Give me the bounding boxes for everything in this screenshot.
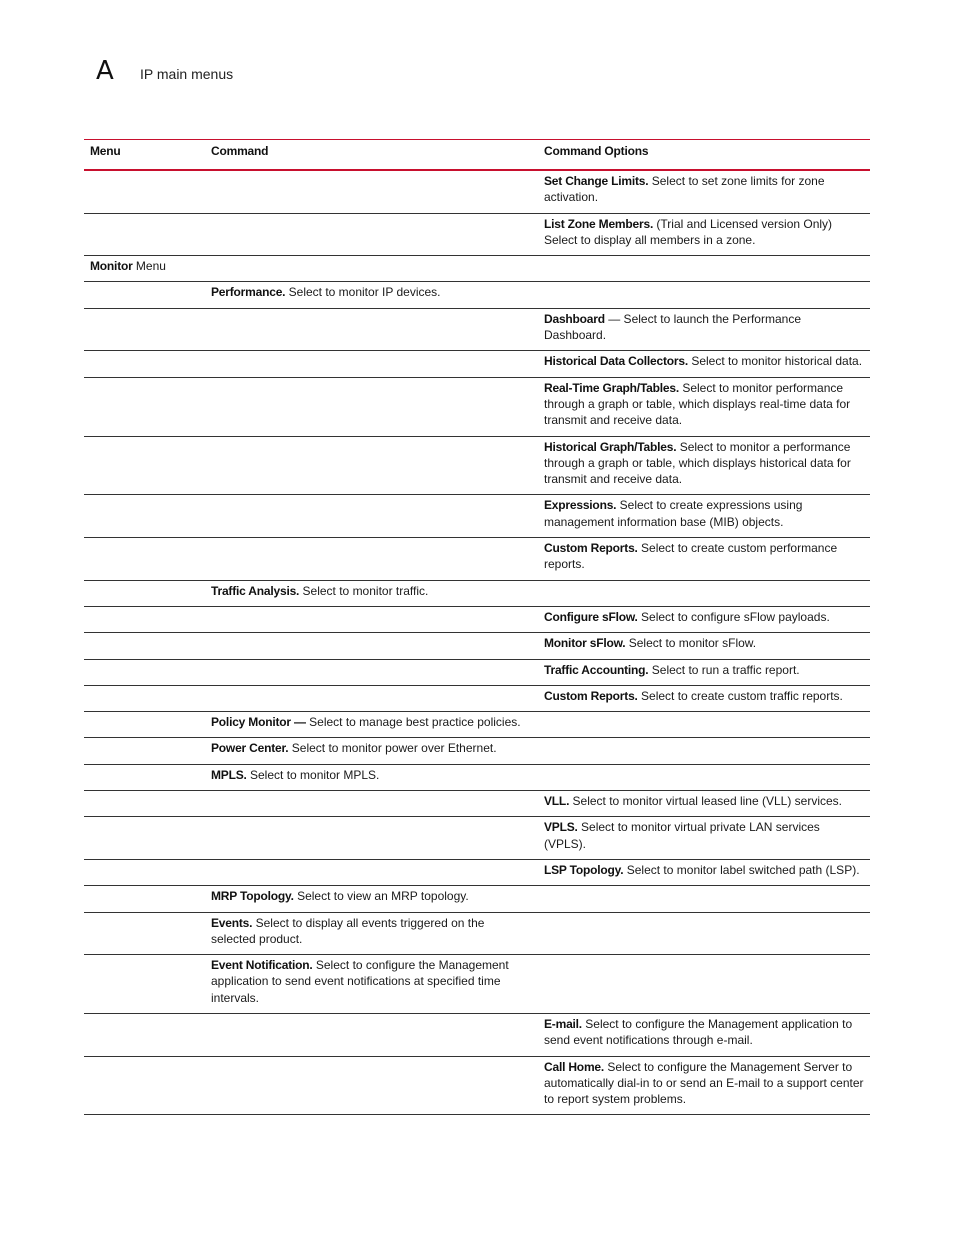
table-row [84,912,870,955]
option-cell [538,764,870,790]
table-row [84,633,870,659]
option-cell [538,817,870,860]
command-cell [205,1056,538,1115]
option-cell-text: Select to monitor historical data. [687,354,863,369]
header-row [84,140,870,171]
command-cell [205,256,538,282]
option-cell-term: Real-Time Graph/Tables. [544,380,679,395]
menu-cell [84,436,205,495]
table-row [84,213,870,256]
option-cell-term: Custom Reports. [544,541,638,556]
option-cell-term: VPLS. [544,820,578,835]
menu-cell [84,791,205,817]
table-row [84,308,870,351]
command-cell-term: Events. [211,915,253,930]
menu-cell [84,308,205,351]
table-row [84,1056,870,1115]
menu-cell [84,282,205,308]
option-cell-text: Select to configure sFlow payloads. [637,609,830,624]
menu-cell [84,738,205,764]
command-cell-text: Select to monitor IP devices. [285,285,441,300]
menu-cell [84,817,205,860]
option-cell-text: Select to monitor sFlow. [625,636,757,651]
command-cell-text: Select to configure the Management application to send event notifications at specified time intervals. [211,958,509,1005]
option-cell-text: — Select to launch the Performance Dashboard. [544,311,801,343]
option-cell [538,351,870,377]
command-cell-text: Select to view an MRP topology. [293,889,469,904]
table-row [84,886,870,912]
option-cell [538,495,870,538]
table-row [84,859,870,885]
option-cell-term: Set Change Limits. [544,174,649,188]
option-cell-text: Select to create custom performance reports. [544,541,838,572]
option-cell-text: Select to create custom traffic reports. [637,688,843,703]
command-cell [205,351,538,377]
option-cell [538,538,870,581]
table-row [84,1013,870,1056]
option-cell [538,955,870,1014]
command-cell-term: Event Notification. [211,958,313,973]
table-row [84,606,870,632]
option-cell [538,1056,870,1115]
option-cell-term: List Zone Members. [544,216,654,231]
table-row [84,436,870,495]
command-cell [205,606,538,632]
command-cell [205,213,538,256]
option-cell [538,308,870,351]
command-cell [205,712,538,738]
table-header [84,140,870,171]
option-cell [538,712,870,738]
option-cell [538,580,870,606]
option-cell [538,282,870,308]
command-cell-term: Traffic Analysis. [211,583,300,598]
table-row [84,170,870,213]
menu-cell [84,912,205,955]
menu-cell [84,659,205,685]
command-cell-text: Select to monitor power over Ethernet. [288,741,497,756]
menu-cell [84,712,205,738]
command-cell [205,659,538,685]
table-row [84,764,870,790]
section-title: IP main menus [140,66,234,82]
option-cell-term: Historical Data Collectors. [544,354,688,369]
option-cell-term: Call Home. [544,1059,605,1074]
option-cell [538,213,870,256]
option-cell [538,633,870,659]
option-cell [538,738,870,764]
menu-cell [84,1056,205,1115]
table-row [84,712,870,738]
menu-cell [84,351,205,377]
table-row [84,282,870,308]
command-cell [205,764,538,790]
option-cell-text: Select to monitor performance through a graph or table, which displays real-time data for transmit and receive data. [544,380,851,428]
option-cell-text: Select to monitor a performance through a graph or table, which displays historical data for transmit and receive data. [544,439,851,487]
option-cell-term: Monitor sFlow. [544,636,626,651]
command-cell [205,817,538,860]
option-cell [538,606,870,632]
option-cell [538,1013,870,1056]
chapter-letter: A [96,56,114,86]
column-header-menu: Menu [90,144,121,158]
table-row [84,817,870,860]
table-row [84,738,870,764]
menu-cell [84,580,205,606]
option-cell-text: Select to set zone limits for zone activation. [544,174,825,205]
option-cell-text: Select to monitor label switched path (LSP). [623,862,860,877]
menu-cell [84,213,205,256]
menu-cell [84,1013,205,1056]
command-cell [205,738,538,764]
option-cell [538,886,870,912]
command-cell [205,538,538,581]
command-cell-term: Power Center. [211,741,289,756]
option-cell-term: LSP Topology. [544,862,624,877]
command-cell-term: MPLS. [211,767,247,782]
menu-cell-term: Monitor [90,259,133,274]
command-cell-term: Performance. [211,285,286,300]
option-cell-text: (Trial and Licensed version Only) Select to display all members in a zone. [544,216,833,247]
option-cell [538,256,870,282]
command-cell [205,633,538,659]
menu-cell [84,170,205,213]
menu-cell [84,606,205,632]
table-row [84,377,870,436]
option-cell-term: Expressions. [544,498,617,513]
command-cell [205,791,538,817]
option-cell-text: Select to monitor virtual private LAN services (VPLS). [544,820,820,851]
option-cell [538,436,870,495]
menu-cell [84,685,205,711]
menu-cell [84,859,205,885]
menu-cell [84,377,205,436]
table-row [84,538,870,581]
table-row [84,256,870,282]
menu-cell-text: Menu [132,259,166,274]
command-cell-text: Select to display all events triggered on the selected product. [211,915,485,946]
table-row [84,659,870,685]
option-cell-term: Custom Reports. [544,688,638,703]
command-cell-text: Select to manage best practice policies. [305,715,521,730]
command-cell [205,436,538,495]
table-body [84,170,870,1115]
option-cell-term: Traffic Accounting. [544,662,649,677]
column-header-command-options: Command Options [544,144,649,158]
menu-cell [84,886,205,912]
command-cell [205,495,538,538]
command-cell [205,886,538,912]
menu-cell [84,256,205,282]
menu-table [84,139,870,1115]
option-cell-text: Select to create expressions using management information base (MIB) objects. [544,498,803,529]
command-cell-term: Policy Monitor — [211,715,306,730]
command-cell [205,955,538,1014]
option-cell-term: Configure sFlow. [544,609,638,624]
command-cell [205,859,538,885]
command-cell [205,377,538,436]
table-row [84,351,870,377]
option-cell-text: Select to configure the Management Server to automatically dial-in to or send an E-mail to a support center to report system problems. [544,1059,864,1107]
command-cell [205,685,538,711]
option-cell-text: Select to configure the Management application to send event notifications through e-mail. [544,1016,853,1048]
table-row [84,495,870,538]
option-cell-term: Dashboard [544,311,605,326]
option-cell [538,685,870,711]
menu-cell [84,495,205,538]
option-cell-text: Select to run a traffic report. [648,662,800,677]
command-cell [205,1013,538,1056]
menu-cell [84,538,205,581]
command-cell [205,170,538,213]
menu-cell [84,633,205,659]
option-cell [538,659,870,685]
menu-cell [84,764,205,790]
option-cell [538,377,870,436]
table-row [84,685,870,711]
option-cell-term: E-mail. [544,1016,582,1031]
table-row [84,580,870,606]
command-cell [205,282,538,308]
command-cell [205,912,538,955]
option-cell-term: Historical Graph/Tables. [544,439,677,454]
command-cell [205,580,538,606]
option-cell-text: Select to monitor virtual leased line (VLL) services. [569,794,842,809]
command-cell [205,308,538,351]
option-cell [538,170,870,213]
menu-cell [84,955,205,1014]
option-cell-term: VLL. [544,794,570,809]
option-cell [538,859,870,885]
command-cell-text: Select to monitor MPLS. [246,767,380,782]
command-cell-term: MRP Topology. [211,889,294,904]
command-cell-text: Select to monitor traffic. [299,583,429,598]
option-cell [538,912,870,955]
column-header-command: Command [211,144,269,158]
table-row [84,791,870,817]
option-cell [538,791,870,817]
table-row [84,955,870,1014]
